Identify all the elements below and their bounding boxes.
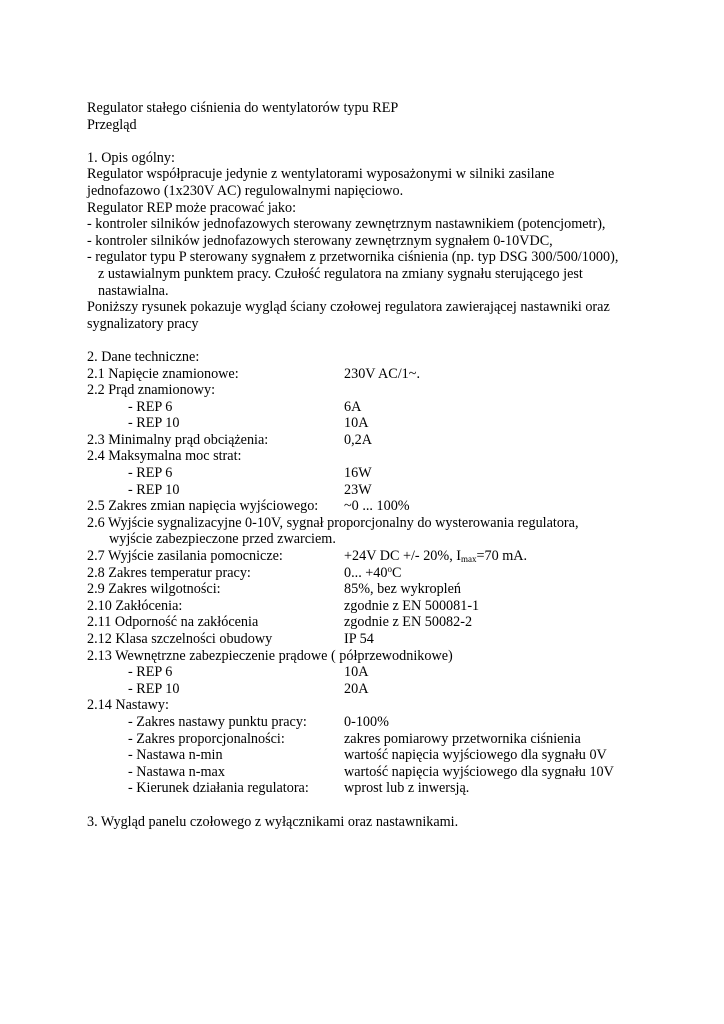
spec-value: 85%, bez wykropleń [344, 581, 462, 598]
spec-label: - Zakres proporcjonalności: [128, 730, 285, 747]
spec-value [344, 565, 401, 582]
spec-label: - REP 6 [128, 664, 173, 681]
paragraph-line: Poniższy rysunek pokazuje wygląd ściany czołowej regulatora zawierającej nastawniki oraz [87, 299, 610, 316]
spec-value-part: C [391, 564, 402, 581]
list-item-continuation: z ustawialnym punktem pracy. Czułość regulatora na zmiany sygnału sterującego jest [98, 265, 583, 282]
list-item: - regulator typu P sterowany sygnałem z przetwornika ciśnienia (np. typ DSG 300/500/1000), [87, 249, 619, 266]
spec-label: - REP 10 [128, 481, 180, 498]
spec-row [87, 366, 687, 383]
spec-value: 6A [344, 398, 362, 415]
spec-row [87, 565, 687, 582]
spec-row [87, 581, 687, 598]
spec-line: 2.6 Wyjście sygnalizacyjne 0-10V, sygnał proporcjonalny do wysterowania regulatora, [87, 514, 579, 531]
spec-label: 2.14 Nastawy: [87, 697, 169, 714]
spec-row [87, 780, 687, 797]
spec-label: 2.13 Wewnętrzne zabezpieczenie prądowe ( półprzewodnikowe) [87, 647, 453, 664]
spec-value: 20A [344, 680, 369, 697]
spec-label: 2.3 Minimalny prąd obciążenia: [87, 431, 269, 448]
spec-value-part: +24V DC +/- 20%, I [344, 548, 462, 565]
section-heading-general: 1. Opis ogólny: [87, 149, 175, 166]
spec-row [87, 764, 687, 781]
paragraph-line: sygnalizatory pracy [87, 315, 199, 332]
paragraph-line: Regulator współpracuje jedynie z wentylatorami wyposażonymi w silniki zasilane [87, 166, 555, 183]
spec-value: zakres pomiarowy przetwornika ciśnienia [344, 730, 581, 747]
spec-label: - Nastawa n-min [128, 747, 223, 764]
spec-value: 10A [344, 415, 369, 432]
spec-label: - REP 6 [128, 398, 173, 415]
spec-value: 230V AC/1~. [344, 365, 421, 382]
spec-label: - Kierunek działania regulatora: [128, 780, 309, 797]
spec-label: 2.11 Odporność na zakłócenia [87, 614, 259, 631]
spec-row [87, 448, 687, 465]
spec-label: 2.10 Zakłócenia: [87, 597, 183, 614]
spec-label: 2.9 Zakres wilgotności: [87, 581, 221, 598]
spec-row [87, 498, 687, 515]
spec-row [87, 482, 687, 499]
section-heading-panel: 3. Wygląd panelu czołowego z wyłącznikami oraz nastawnikami. [87, 813, 459, 830]
document-page [87, 100, 687, 830]
spec-value: 16W [344, 465, 372, 482]
spec-label: - Nastawa n-max [128, 763, 225, 780]
list-item: - kontroler silników jednofazowych sterowany zewnętrznym nastawnikiem (potencjometr), [87, 216, 606, 233]
spec-label: - REP 10 [128, 680, 180, 697]
spec-label: 2.12 Klasa szczelności obudowy [87, 631, 273, 647]
spec-row [87, 382, 687, 399]
paragraph-line: Regulator REP może pracować jako: [87, 199, 297, 216]
spec-label: - REP 10 [128, 415, 180, 432]
spec-label: 2.5 Zakres zmian napięcia wyjściowego: [87, 498, 319, 515]
spec-row [87, 598, 687, 615]
spec-row [87, 465, 687, 482]
spec-value: wartość napięcia wyjściowego dla sygnału 10V [344, 763, 614, 780]
section-heading-technical: 2. Dane techniczne: [87, 348, 200, 365]
spec-value: ~0 ... 100% [344, 498, 410, 515]
spec-row [87, 548, 687, 565]
spec-value-part: =70 mA. [476, 548, 528, 565]
spec-value-part: 0... +40 [344, 564, 388, 581]
spec-line-continuation: wyjście zabezpieczone przed zwarciem. [109, 531, 336, 548]
spec-value: 23W [344, 481, 372, 498]
spec-row [87, 415, 687, 432]
spec-row [87, 681, 687, 698]
list-item: - kontroler silników jednofazowych sterowany zewnętrznym sygnałem 0-10VDC, [87, 232, 553, 249]
spec-row [87, 697, 687, 714]
spec-label: 2.7 Wyjście zasilania pomocnicze: [87, 548, 283, 565]
subscript: max [461, 554, 477, 565]
spec-value: 0-100% [344, 713, 389, 730]
spec-label: - Zakres nastawy punktu pracy: [128, 713, 307, 730]
spec-value: 0,2A [344, 431, 372, 448]
spec-row [87, 664, 687, 681]
spec-row [87, 432, 687, 449]
spec-value: IP 54 [344, 631, 374, 647]
paragraph-line: jednofazowo (1x230V AC) regulowalnymi napięciowo. [87, 182, 404, 199]
document-title: Regulator stałego ciśnienia do wentylatorów typu REP [87, 100, 399, 116]
spec-row [87, 714, 687, 731]
spec-row [87, 614, 687, 631]
spec-row [87, 631, 687, 648]
spec-value: wartość napięcia wyjściowego dla sygnału 0V [344, 747, 607, 764]
spec-value [344, 548, 527, 565]
spec-label: 2.8 Zakres temperatur pracy: [87, 564, 251, 581]
spec-label: - REP 6 [128, 465, 173, 482]
spec-row [87, 648, 687, 665]
spec-row [87, 731, 687, 748]
list-item-continuation: nastawialna. [98, 282, 169, 299]
spec-row [87, 399, 687, 416]
superscript: o [387, 563, 392, 574]
document-subtitle: Przegląd [87, 116, 137, 133]
spec-value: zgodnie z EN 50082-2 [344, 614, 473, 631]
spec-value: zgodnie z EN 500081-1 [344, 597, 480, 614]
spec-label: 2.4 Maksymalna moc strat: [87, 448, 242, 465]
spec-value: 10A [344, 664, 369, 681]
spec-value: wprost lub z inwersją. [344, 780, 470, 797]
spec-row [87, 747, 687, 764]
spec-label: 2.2 Prąd znamionowy: [87, 382, 216, 399]
spec-label: 2.1 Napięcie znamionowe: [87, 365, 239, 382]
